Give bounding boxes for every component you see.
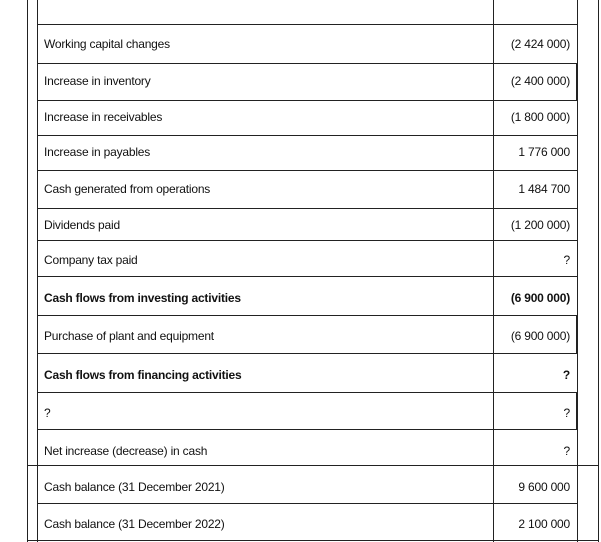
row-value-cash-balance-2021: 9 600 000 bbox=[518, 480, 570, 494]
row-label-dividends-paid: Dividends paid bbox=[44, 218, 120, 232]
row-divider bbox=[37, 24, 578, 25]
row-label-working-capital-changes: Working capital changes bbox=[44, 37, 170, 51]
row-label-cash-balance-2021: Cash balance (31 December 2021) bbox=[44, 480, 225, 494]
outer-left-border bbox=[27, 0, 28, 542]
row-divider bbox=[37, 503, 578, 504]
row-label-cash-generated-from-operations: Cash generated from operations bbox=[44, 182, 211, 196]
row-label-increase-in-inventory: Increase in inventory bbox=[44, 74, 151, 88]
row-label-net-increase-in-cash: Net increase (decrease) in cash bbox=[44, 444, 208, 458]
row-value-unknown-item: ? bbox=[563, 406, 570, 420]
row-divider bbox=[37, 240, 578, 241]
row-value-increase-in-payables: 1 776 000 bbox=[518, 145, 570, 159]
row-label-financing-activities: Cash flows from financing activities bbox=[44, 368, 242, 382]
row-label-unknown-item: ? bbox=[44, 406, 51, 420]
row-value-purchase-of-plant: (6 900 000) bbox=[510, 329, 570, 343]
row-value-increase-in-inventory: (2 400 000) bbox=[510, 74, 570, 88]
row-value-dividends-paid: (1 200 000) bbox=[510, 218, 570, 232]
outer-right-border bbox=[598, 0, 599, 542]
row-divider-full bbox=[27, 540, 599, 541]
row-value-financing-activities: ? bbox=[562, 368, 570, 382]
row-value-cash-generated-from-operations: 1 484 700 bbox=[518, 182, 570, 196]
row-divider bbox=[37, 208, 578, 209]
row-value-investing-activities: (6 900 000) bbox=[510, 291, 570, 305]
row-value-working-capital-changes: (2 424 000) bbox=[510, 37, 570, 51]
row-value-company-tax-paid: ? bbox=[563, 253, 570, 267]
row-value-net-increase-in-cash: ? bbox=[563, 444, 570, 458]
row-label-increase-in-payables: Increase in payables bbox=[44, 145, 151, 159]
row-label-cash-balance-2022: Cash balance (31 December 2022) bbox=[44, 517, 225, 531]
row-label-investing-activities: Cash flows from investing activities bbox=[44, 291, 241, 305]
row-value-cash-balance-2022: 2 100 000 bbox=[518, 517, 570, 531]
inner-left-border bbox=[37, 0, 38, 542]
row-divider bbox=[37, 170, 578, 171]
row-divider bbox=[37, 276, 578, 277]
row-label-purchase-of-plant: Purchase of plant and equipment bbox=[44, 329, 214, 343]
inner-right-border bbox=[577, 0, 578, 542]
row-label-company-tax-paid: Company tax paid bbox=[44, 253, 138, 267]
row-label-increase-in-receivables: Increase in receivables bbox=[44, 110, 163, 124]
row-value-increase-in-receivables: (1 800 000) bbox=[510, 110, 570, 124]
row-divider bbox=[37, 135, 578, 136]
row-divider-full bbox=[27, 465, 599, 466]
